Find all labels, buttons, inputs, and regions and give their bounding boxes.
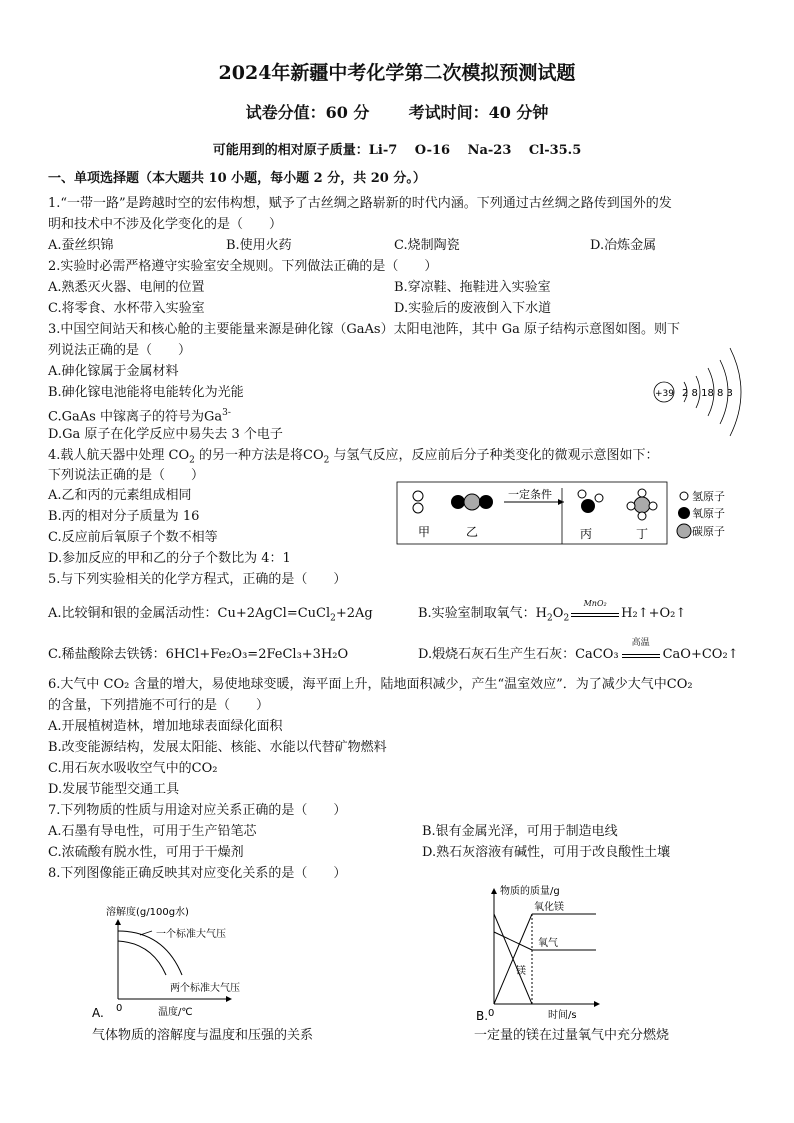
q4-stem-2: 下列说法正确的是（ ）	[48, 468, 205, 483]
q4-option-c: C.反应前后氧原子个数不相等	[48, 530, 218, 545]
graph-b-origin: 0	[488, 1008, 495, 1019]
q5-option-d-text: D.煅烧石灰石生产生石灰：CaCO₃	[418, 647, 619, 662]
h-atom-icon	[413, 503, 423, 513]
exam-meta	[0, 100, 794, 123]
label-ding: 丁	[636, 527, 649, 541]
q5-options-row2	[48, 638, 739, 663]
label-jia: 甲	[418, 525, 431, 539]
q1-option-a: A.蚕丝织锦	[48, 238, 114, 253]
catalyst-label: MnO₂	[583, 599, 607, 608]
h-atom-icon	[638, 489, 646, 497]
q5-option-a-tail: +2Ag	[335, 606, 373, 621]
x-arrow-icon	[594, 1001, 600, 1007]
q5-option-a: A.比较铜和银的金属活动性：Cu+2AgCl=CuCl$_2$+2Ag	[48, 606, 373, 624]
q2-options-row2	[48, 300, 551, 317]
x-arrow-icon	[226, 996, 232, 1002]
q1-option-c: C.烧制陶瓷	[394, 238, 460, 253]
q5-option-b-text: B.实验室制取氧气：H	[418, 606, 548, 621]
q3-option-a: A.砷化镓属于金属材料	[48, 364, 179, 379]
h-atom-icon	[413, 491, 423, 501]
q6-stem-2: 的含量，下列措施不可行的是（ ）	[48, 698, 270, 713]
q1-stem-1: 1.“一带一路”是跨越时空的宏伟构想，赋予了古丝绸之路崭新的时代内涵。下列通过古丝绸之路传到国外的发	[48, 196, 672, 211]
legend-h-label: 氢原子	[692, 490, 725, 503]
q7-option-c: C.浓硫酸有脱水性，可用于干燥剂	[48, 845, 244, 860]
h-atom-icon	[649, 502, 657, 510]
score-label: 试卷分值：60 分	[245, 103, 370, 122]
q7-stem: 7.下列物质的性质与用途对应关系正确的是（ ）	[48, 803, 347, 818]
q3-option-b: B.砷化镓电池能将电能转化为光能	[48, 385, 244, 400]
graph-a-xlabel: 温度/℃	[158, 1007, 193, 1018]
catalyst-arrow	[569, 599, 621, 617]
reaction-condition: 一定条件	[508, 488, 552, 501]
atomic-masses: 可能用到的相对原子质量：Li-7 O-16 Na-23 Cl-35.5	[212, 143, 582, 158]
q5-option-d	[418, 638, 739, 662]
q1-option-b: B.使用火药	[226, 238, 292, 253]
curve-one-atm	[118, 941, 166, 975]
q7-option-d: D.熟石灰溶液有碱性，可用于改良酸性土壤	[422, 845, 671, 860]
legend-c-label: 碳原子	[692, 525, 725, 538]
legend-o-label: 氧原子	[692, 507, 725, 520]
q6-stem-1: 6.大气中 CO₂ 含量的增大，易使地球变暖，海平面上升，陆地面积减少，产生“温室效应”．为了减少大气中CO₂	[48, 677, 693, 692]
curve1-label: 一个标准大气压	[156, 929, 226, 940]
q5-option-b: B.实验室制取氧气：$H_2O_2$ MnO₂ H₂↑+O₂↑	[418, 606, 686, 621]
q2-option-d: D.实验后的废液倒入下水道	[394, 301, 552, 316]
q5-option-b-tail: H₂↑+O₂↑	[621, 606, 687, 621]
q7-options-row1	[48, 823, 618, 840]
q5-stem: 5.与下列实验相关的化学方程式，正确的是（ ）	[48, 572, 347, 587]
heat-arrow	[619, 638, 663, 658]
graph-a-caption: 气体物质的溶解度与温度和压强的关系	[92, 1028, 314, 1043]
q3-stem-1: 3.中国空间站天和核心舱的主要能量来源是砷化镓（GaAs）太阳电池阵，其中 Ga 原子结构示意图如图。则下	[48, 322, 680, 337]
q3-stem-2: 列说法正确的是（ ）	[48, 343, 192, 358]
ion-charge: 3-	[222, 408, 231, 418]
legend-h-icon	[680, 492, 688, 500]
o-atom-icon	[451, 495, 465, 509]
q4-stem-part-a: 4.载人航天器中处理 CO	[48, 448, 190, 463]
q4-option-a: A.乙和丙的元素组成相同	[48, 488, 192, 503]
q4-option-d: D.参加反应的甲和乙的分子个数比为 4：1	[48, 551, 291, 566]
ga-atom-structure-diagram	[640, 338, 750, 448]
y-arrow-icon	[115, 919, 121, 925]
graph-a-ylabel: 溶解度(g/100g水)	[106, 907, 189, 918]
label-o2: 氧气	[538, 938, 558, 949]
graph-a-solubility	[90, 895, 290, 1025]
q5-option-c: C.稀盐酸除去铁锈：6HCl+Fe₂O₃=2FeCl₃+3H₂O	[48, 647, 349, 662]
q4-stem-part-b: 的另一种方法是将CO	[194, 448, 324, 463]
reaction-micro-diagram	[396, 478, 776, 548]
q2-stem: 2.实验时必需严格遵守实验室安全规则。下列做法正确的是（ ）	[48, 259, 438, 274]
graph-b-ylabel: 物质的质量/g	[500, 886, 560, 897]
graph-b-xlabel: 时间/s	[548, 1010, 577, 1021]
q1-stem-2: 明和技术中不涉及化学变化的是（ ）	[48, 217, 283, 232]
h-atom-icon	[627, 502, 635, 510]
y-arrow-icon	[491, 888, 497, 894]
o-atom-icon	[479, 495, 493, 509]
q7-option-b: B.银有金属光泽，可用于制造电线	[422, 824, 618, 839]
q1-option-d: D.冶炼金属	[590, 238, 657, 253]
heat-condition-label: 高温	[631, 638, 650, 648]
line-o2	[494, 932, 532, 950]
label-yi: 乙	[466, 525, 479, 539]
section-heading: 一、单项选择题（本大题共 10 小题，每小题 2 分，共 20 分。）	[48, 171, 426, 186]
q7-option-a: A.石墨有导电性，可用于生产铅笔芯	[48, 824, 257, 839]
q5-option-d-tail: CaO+CO₂↑	[662, 647, 739, 662]
q6-option-b: B.改变能源结构，发展太阳能、核能、水能以代替矿物燃料	[48, 740, 387, 755]
graph-b-caption: 一定量的镁在过量氧气中充分燃烧	[474, 1028, 670, 1043]
h-atom-icon	[638, 512, 646, 520]
q6-option-a: A.开展植树造林，增加地球表面绿化面积	[48, 719, 283, 734]
electron-shells: 2 8 18 8 3	[682, 388, 733, 399]
q3-option-c-text: C.GaAs 中镓离子的符号为Ga	[48, 409, 223, 425]
q2-option-c: C.将零食、水杯带入实验室	[48, 301, 205, 316]
o-atom-icon	[581, 499, 595, 513]
q2-option-b: B.穿凉鞋、拖鞋进入实验室	[394, 280, 551, 295]
q4-stem-part-c: 与氢气反应，反应前后分子种类变化的微观示意图如下：	[329, 448, 659, 463]
q5-option-a-text: A.比较铜和银的金属活动性：Cu+2AgCl=CuCl	[48, 606, 331, 621]
page-title: 2024年新疆中考化学第二次模拟预测试题	[218, 62, 576, 84]
curve1-leader	[140, 931, 152, 935]
label-bing: 丙	[580, 527, 593, 541]
c-atom-icon	[464, 494, 480, 510]
q5-options-row1	[48, 599, 687, 628]
time-label: 考试时间：40 分钟	[408, 103, 549, 122]
graph-b-combustion	[472, 880, 672, 1025]
legend-c-icon	[677, 524, 691, 538]
graph-a-letter: A.	[92, 1006, 104, 1020]
q4-option-b: B.丙的相对分子质量为 16	[48, 509, 200, 524]
graph-a-origin: 0	[116, 1003, 123, 1014]
label-mgo: 氧化镁	[534, 902, 564, 913]
q2-options-row1	[48, 279, 551, 296]
nucleus-charge: +39	[655, 389, 674, 399]
q2-option-a: A.熟悉灭火器、电闸的位置	[48, 280, 205, 295]
q3-option-d: D.Ga 原子在化学反应中易失去 3 个电子	[48, 427, 283, 442]
q6-option-c: C.用石灰水吸收空气中的CO₂	[48, 761, 218, 776]
q6-option-d: D.发展节能型交通工具	[48, 782, 180, 797]
graph-b-letter: B.	[476, 1009, 489, 1023]
q1-options	[48, 237, 656, 254]
c-atom-icon	[634, 497, 650, 513]
q8-stem: 8.下列图像能正确反映其对应变化关系的是（ ）	[48, 866, 347, 881]
q3-option-c	[48, 405, 231, 425]
arrow-head-icon	[558, 499, 564, 505]
q7-options-row2	[48, 844, 670, 861]
h-atom-icon	[578, 490, 586, 498]
h-atom-icon	[595, 494, 603, 502]
curve2-label: 两个标准大气压	[170, 983, 240, 994]
legend-o-icon	[678, 507, 690, 519]
q4-stem-1: 4.载人航天器中处理 $CO_2$ 的另一种方法是将$CO_2$ 与氢气反应，反应前后分子种类变化的微观示意图如下：	[48, 448, 659, 466]
label-mg: 镁	[516, 966, 526, 977]
